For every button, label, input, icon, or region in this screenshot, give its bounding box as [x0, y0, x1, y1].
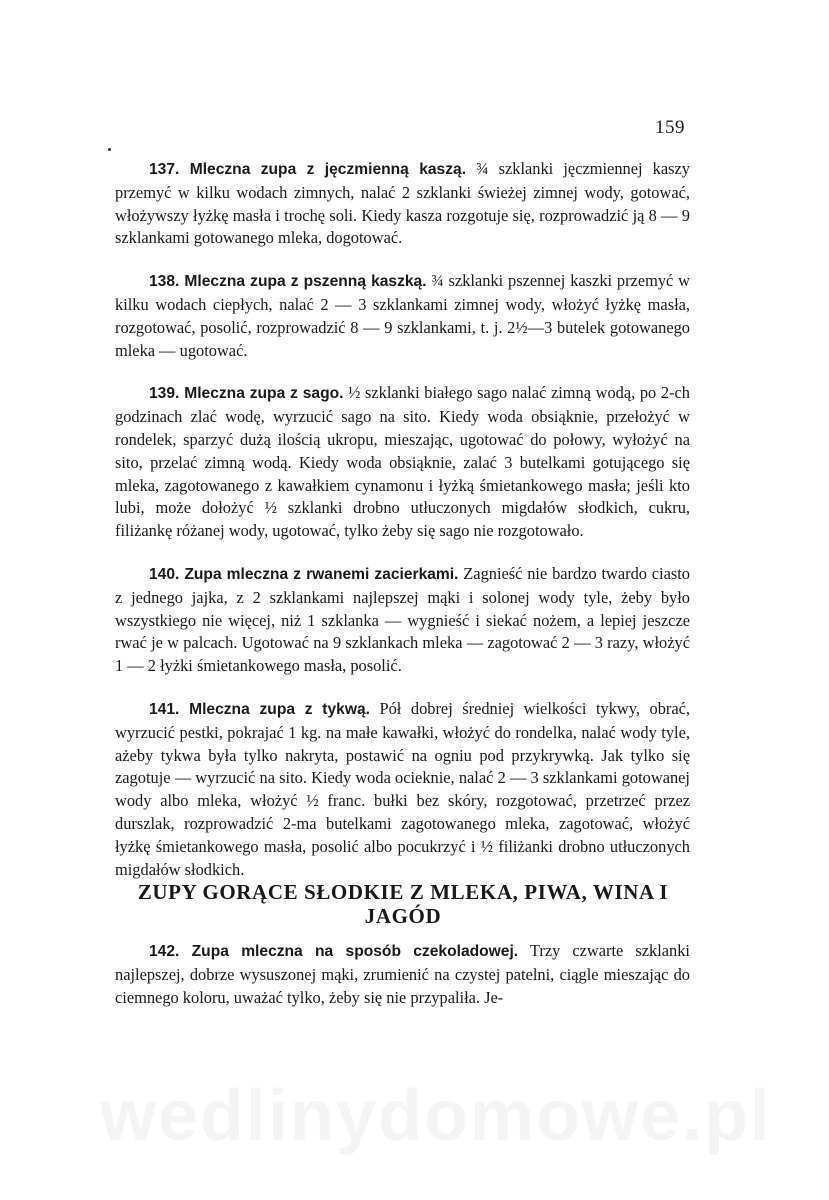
recipe-text: ½ szklanki białego sago nalać zimną wodą, po 2-ch godzinach zlać wodę, wyrzucić sago na sito. Kiedy woda obsiąknie, przełożyć w rondelek, sparzyć dużą ilością ukropu, mieszając, ugotować do połowy, wyłożyć na sito, przelać zimną wodą. Kiedy woda obsiąknie, zalać 3 butelkami gotującego się mleka, zagotowanego z kawałkiem cynamonu i łyżką śmietankowego masła; jeśli kto lubi, może dołożyć ½ szklanki drobno utłuczonych migdałów słodkich, cukru, filiżankę różanej wody, ugotować, tylko żeby się sago nie rozgotowało.	[115, 383, 690, 541]
recipe-title: 139. Mleczna zupa z sago.	[149, 385, 344, 403]
recipe-title: 138. Mleczna zupa z pszenną kaszką.	[149, 273, 427, 291]
recipe-text: Zagnieść nie bardzo twardo ciasto z jednego jajka, z 2 szklankami najlepszej mąki i solonej wody tyle, żeby było wszystkiego nie więcej, niż 1 szklanka — wygnieść i siekać nożem, a lepiej jeszcze rwać je w palcach. Ugotować na 9 szklankach mleka — zagotować 2 — 3 razy, włożyć 1 — 2 łyżki śmietankowego masła, posolić.	[115, 563, 691, 676]
recipe-141	[115, 698, 690, 881]
recipe-list	[115, 158, 690, 901]
recipe-title: 137. Mleczna zupa z jęczmienną kaszą.	[149, 161, 467, 178]
recipe-title: 142. Zupa mleczna na sposób czekoladowej.	[149, 943, 519, 960]
section-heading: ZUPY GORĄCE SŁODKIE Z MLEKA, PIWA, WINA I JAGÓD	[137, 880, 669, 928]
recipe-142	[115, 940, 690, 1009]
recipe-text: Pół dobrej średniej wielkości tykwy, obrać, wyrzucić pestki, pokrajać 1 kg. na małe kawałki, włożyć do rondelka, nalać wody tyle, ażeby tykwa była tylko nakryta, postawić na ogniu pod przykrywką. Jak tylko się zagotuje — wyrzucić na sito. Kiedy woda ocieknie, nalać 2 — 3 szklankami gotowanej wody albo mleka, włożyć ½ franc. bułki bez skóry, rozgotować, przetrzeć przez durszlak, rozprowadzić 2-ma butelkami zagotowanego mleka, zagotować, włożyć łyżkę śmietankowego masła, posolić albo pocukrzyć i ½ filiżanki drobno utłuczonych migdałów słodkich.	[115, 698, 690, 879]
recipe-140	[115, 563, 690, 678]
page-number: 159	[655, 117, 685, 138]
margin-mark	[108, 148, 111, 151]
recipe-137	[115, 158, 690, 250]
recipe-138	[115, 270, 690, 362]
recipe-title: 141. Mleczna zupa z tykwą.	[149, 700, 370, 718]
recipe-139	[115, 382, 690, 543]
recipe-text: ¾ szklanki pszennej kaszki przemyć w kilku wodach ciepłych, nalać 2 — 3 szklankami zimnej wody, włożyć łyżkę masła, rozgotować, posolić, rozprowadzić 8 — 9 szklankami, t. j. 2½—3 butelek gotowanego mleka — ugotować.	[115, 271, 690, 360]
recipe-text: ¾ szklanki jęczmiennej kaszy przemyć w kilku wodach zimnych, nalać 2 szklanki świeżej zimnej wody, gotować, włożywszy łyżkę masła i trochę soli. Kiedy kasza rozgotuje się, rozprowadzić ją 8 — 9 szklankami gotowanego mleka, dogotować.	[115, 159, 690, 248]
recipe-text: Trzy czwarte szklanki najlepszej, dobrze wysuszonej mąki, zrumienić na czystej patelni, ciągle mieszając do ciemnego koloru, uważać tylko, żeby się nie przypaliła. Je-	[115, 941, 690, 1007]
recipe-title: 140. Zupa mleczna z rwanemi zacierkami.	[149, 565, 459, 583]
watermark	[100, 1075, 740, 1157]
recipe-list-2	[115, 940, 690, 1029]
